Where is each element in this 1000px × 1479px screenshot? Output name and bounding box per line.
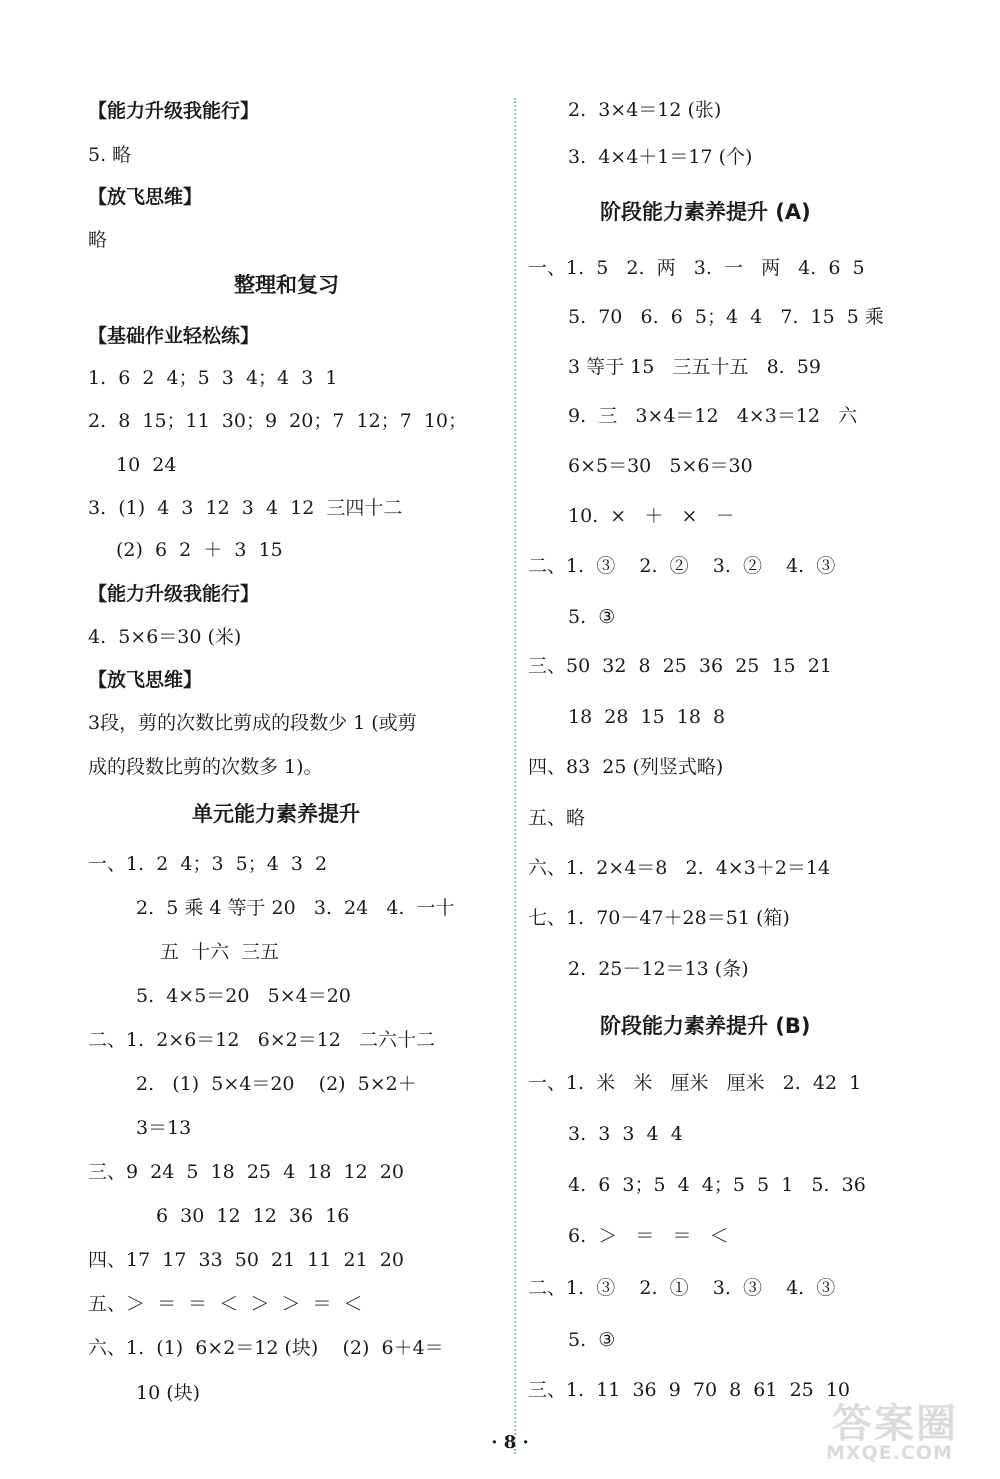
answer-line: 一、1. 米 米 厘米 厘米 2. 42 1	[528, 1072, 862, 1094]
answer-line: 5. 略	[88, 144, 132, 166]
answer-line: 3段，剪的次数比剪成的段数少 1 (或剪	[88, 712, 417, 734]
answer-line: 三、50 32 8 25 36 25 15 21	[528, 655, 832, 677]
chapter-title: 整理和复习	[234, 273, 339, 297]
chapter-title: 阶段能力素养提升 (A)	[600, 200, 811, 224]
watermark-text: 答案圈	[832, 1401, 958, 1447]
section-heading: 【能力升级我能行】	[88, 583, 260, 605]
answer-line: (2) 6 2 ＋ 3 15	[116, 539, 283, 561]
answer-line: 三、1. 11 36 9 70 8 61 25 10	[528, 1379, 850, 1401]
section-heading: 【基础作业轻松练】	[88, 325, 260, 347]
answer-line: 6×5＝30 5×6＝30	[568, 455, 753, 477]
chapter-title: 单元能力素养提升	[192, 802, 360, 826]
watermark-url: MXQE.COM	[826, 1442, 953, 1464]
answer-line: 2. 25－12＝13 (条)	[568, 958, 749, 980]
answer-line: 3. (1) 4 3 12 3 4 12 三四十二	[88, 497, 403, 519]
answer-line: 2. 5 乘 4 等于 20 3. 24 4. 一十	[136, 897, 455, 919]
answer-line: 略	[88, 229, 108, 251]
answer-line: 四、17 17 33 50 21 11 21 20	[88, 1249, 404, 1271]
answer-line: 一、1. 2 4；3 5；4 3 2	[88, 853, 328, 875]
answer-line: 二、1. ③ 2. ① 3. ③ 4. ③	[528, 1277, 836, 1299]
answer-line: 2. (1) 5×4＝20 (2) 5×2＋	[136, 1073, 417, 1095]
answer-line: 一、1. 5 2. 两 3. 一 两 4. 6 5	[528, 257, 865, 279]
answer-line: 六、1. 2×4＝8 2. 4×3＋2＝14	[528, 857, 831, 879]
answer-line: 10 24	[116, 454, 177, 476]
watermark-logo	[826, 1392, 996, 1472]
answer-line: 五 十六 三五	[160, 941, 280, 963]
answer-line: 七、1. 70－47＋28＝51 (箱)	[528, 907, 790, 929]
page-number: · 8 ·	[491, 1432, 529, 1453]
answer-line: 3＝13	[136, 1117, 192, 1139]
chapter-title: 阶段能力素养提升 (B)	[600, 1014, 811, 1038]
answer-line: 三、9 24 5 18 25 4 18 12 20	[88, 1161, 404, 1183]
answer-line: 六、1. (1) 6×2＝12 (块) (2) 6＋4＝	[88, 1337, 444, 1359]
answer-line: 5. 4×5＝20 5×4＝20	[136, 985, 351, 1007]
answer-line: 10 (块)	[136, 1382, 201, 1404]
answer-line: 2. 8 15；11 30；9 20；7 12；7 10；	[88, 410, 468, 432]
answer-line: 五、略	[528, 807, 586, 829]
answer-line: 10. × ＋ × －	[568, 505, 735, 527]
answer-line: 6. ＞ ＝ ＝ ＜	[568, 1225, 729, 1247]
answer-line: 6 30 12 12 36 16	[156, 1205, 350, 1227]
column-divider	[514, 98, 516, 1454]
answer-line: 四、83 25 (列竖式略)	[528, 756, 724, 778]
section-heading: 【放飞思维】	[88, 669, 203, 691]
answer-line: 五、＞ ＝ ＝ ＜ ＞ ＞ ＝ ＜	[88, 1293, 363, 1315]
answer-line: 二、1. ③ 2. ② 3. ② 4. ③	[528, 555, 836, 577]
answer-line: 成的段数比剪的次数多 1)。	[88, 756, 323, 778]
section-heading: 【能力升级我能行】	[88, 100, 260, 122]
answer-line: 3. 4×4＋1＝17 (个)	[568, 146, 753, 168]
answer-line: 1. 6 2 4；5 3 4；4 3 1	[88, 367, 338, 389]
answer-line: 5. ③	[568, 1329, 616, 1351]
answer-line: 18 28 15 18 8	[568, 706, 726, 728]
answer-line: 5. 70 6. 6 5；4 4 7. 15 5 乘	[568, 306, 884, 328]
answer-line: 5. ③	[568, 606, 616, 628]
answer-line: 二、1. 2×6＝12 6×2＝12 二六十二	[88, 1029, 435, 1051]
answer-line: 3. 3 3 4 4	[568, 1123, 683, 1145]
answer-line: 9. 三 3×4＝12 4×3＝12 六	[568, 405, 858, 427]
section-heading: 【放飞思维】	[88, 186, 203, 208]
answer-line: 2. 3×4＝12 (张)	[568, 99, 722, 121]
answer-line: 4. 5×6＝30 (米)	[88, 626, 242, 648]
answer-line: 4. 6 3；5 4 4；5 5 1 5. 36	[568, 1174, 866, 1196]
answer-line: 3 等于 15 三五十五 8. 59	[568, 356, 821, 378]
